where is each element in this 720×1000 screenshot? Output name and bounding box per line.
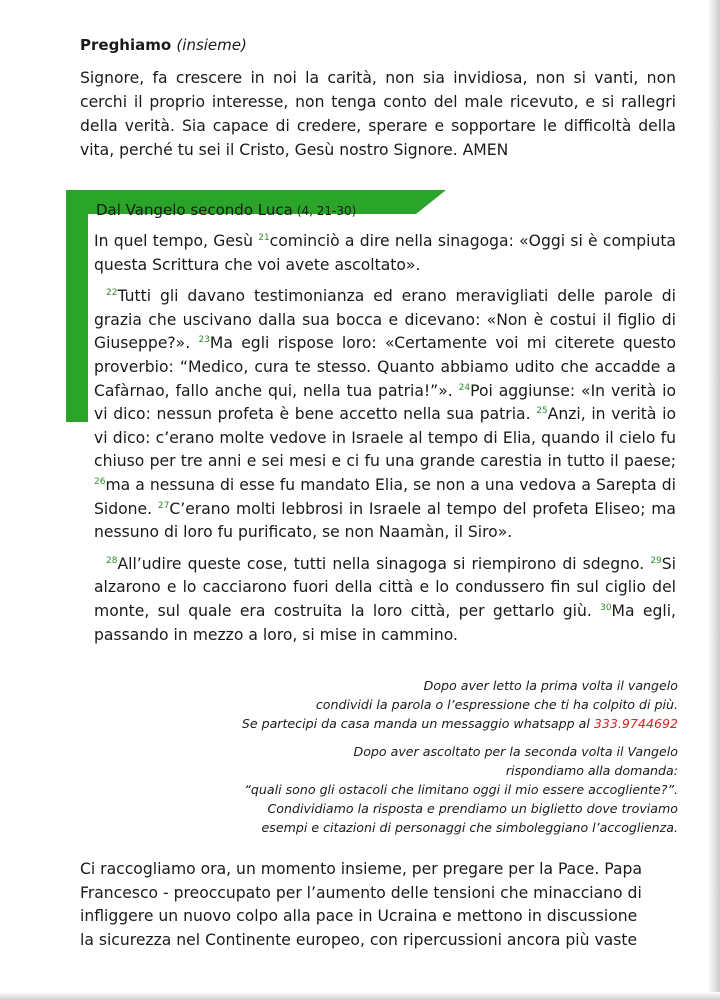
verse-number: 26: [94, 476, 106, 487]
gospel-title: [96, 201, 356, 219]
note-line: “quali sono gli ostacoli che limitano oggi il mio essere accogliente?”.: [244, 782, 678, 797]
note-line: Se partecipi da casa manda un messaggio whatsapp al 333.9744692: [241, 716, 678, 731]
prayer-text: Signore, fa crescere in noi la carità, non sia invidiosa, non si vanti, non cerchi il proprio interesse, non tenga conto del male ricevuto, e si rallegri della verità. Sia capace di credere, sperare e sopportare le difficoltà della vita, perché tu sei il Cristo, Gesù nostro Signore. AMEN: [80, 69, 676, 159]
note-line: esempi e citazioni di personaggi che simboleggiano l’accoglienza.: [261, 820, 678, 835]
prayer-heading-subtitle: (insieme): [176, 36, 247, 54]
note-line: condividi la parola o l’espressione che ti ha colpito di più.: [315, 697, 678, 712]
verse-number: 25: [536, 406, 548, 417]
verse-number: 22: [106, 288, 118, 299]
peace-line: Francesco - preoccupato per l’aumento delle tensioni che minacciano di: [80, 883, 642, 902]
verse-number: 24: [458, 382, 471, 393]
peace-line: Ci raccogliamo ora, un momento insieme, per pregare per la Pace. Papa: [80, 860, 643, 878]
peace-paragraph: [80, 858, 678, 952]
peace-line: infliggere un nuovo colpo alla pace in Ucraina e mettono in discussione: [80, 907, 638, 926]
prayer-heading: [80, 36, 247, 54]
reading-instructions-first: [180, 676, 678, 733]
prayer-heading-title: Preghiamo: [80, 36, 172, 54]
page-bottom-shadow: [0, 992, 720, 1000]
gospel-title-text: Dal Vangelo secondo Luca: [96, 201, 293, 219]
verse-number: 23: [198, 335, 210, 346]
whatsapp-phone-number[interactable]: 333.9744692: [593, 716, 678, 731]
note-line: rispondiamo alla domanda:: [505, 763, 678, 778]
verse-number: 27: [157, 500, 170, 511]
gospel-text: [94, 230, 676, 647]
gospel-paragraph-2: $^{22}$Tutti gli davano testimonianza ed erano meravigliati delle parole di grazia che uscivano dalla sua bocca e dicevano: «Non è costui il figlio di Giuseppe?». $^{23}$Ma egli rispose loro: «Certamente voi mi citerete questo proverbio: “Medico, cura te stesso. Quanto abbiamo udito che accadde a Cafàrnao, fallo anche qui, nella tua patria!”». $^{24}$Poi aggiunse: «In verità io vi dico: nessun profeta è bene accetto nella sua patria. $^{25}$Anzi, in verità io vi dico: c’erano molte vedove in Israele al tempo di Elia, quando il cielo fu chiuso per tre anni e sei mesi e ci fu una grande carestia in tutto il paese; $^{26}$ma a nessuna di esse fu mandato Elia, se non a una vedova a Sarepta di Sidone. $^{27}$C’erano molti lebbrosi in Israele al tempo del profeta Eliseo; ma nessuno di loro fu purificato, se non Naamàn, il Siro».: [94, 287, 676, 542]
peace-line: la sicurezza nel Continente europeo, con ripercussioni ancora più vaste: [80, 930, 638, 949]
verse-number: 30: [600, 602, 612, 613]
note-line: Dopo aver ascoltato per la seconda volta il Vangelo: [353, 744, 678, 759]
gospel-paragraph-3: $^{28}$All’udire queste cose, tutti nella sinagoga si riempirono di sdegno. $^{29}$Si alzarono e lo cacciarono fuori della città e lo condussero fin sul ciglio del monte, sul quale era costruita la loro città, per gettarlo giù. $^{30}$Ma egli, passando in mezzo a loro, si mise in cammino.: [94, 554, 676, 644]
reading-instructions-second: [180, 742, 678, 837]
verse-number: 21: [258, 233, 270, 243]
gospel-reference: (4, 21-30): [296, 204, 357, 218]
note-line: Condividiamo la risposta e prendiamo un biglietto dove troviamo: [267, 801, 678, 816]
verse-number: 28: [106, 555, 118, 566]
note-line: Dopo aver letto la prima volta il vangelo: [423, 678, 678, 693]
verse-number: 29: [650, 555, 662, 566]
page-right-shadow: [708, 0, 720, 1000]
gospel-paragraph-1: In quel tempo, Gesù $^{21}$cominciò a dire nella sinagoga: «Oggi si è compiuta questa Scrittura che voi avete ascoltato».: [94, 232, 676, 274]
